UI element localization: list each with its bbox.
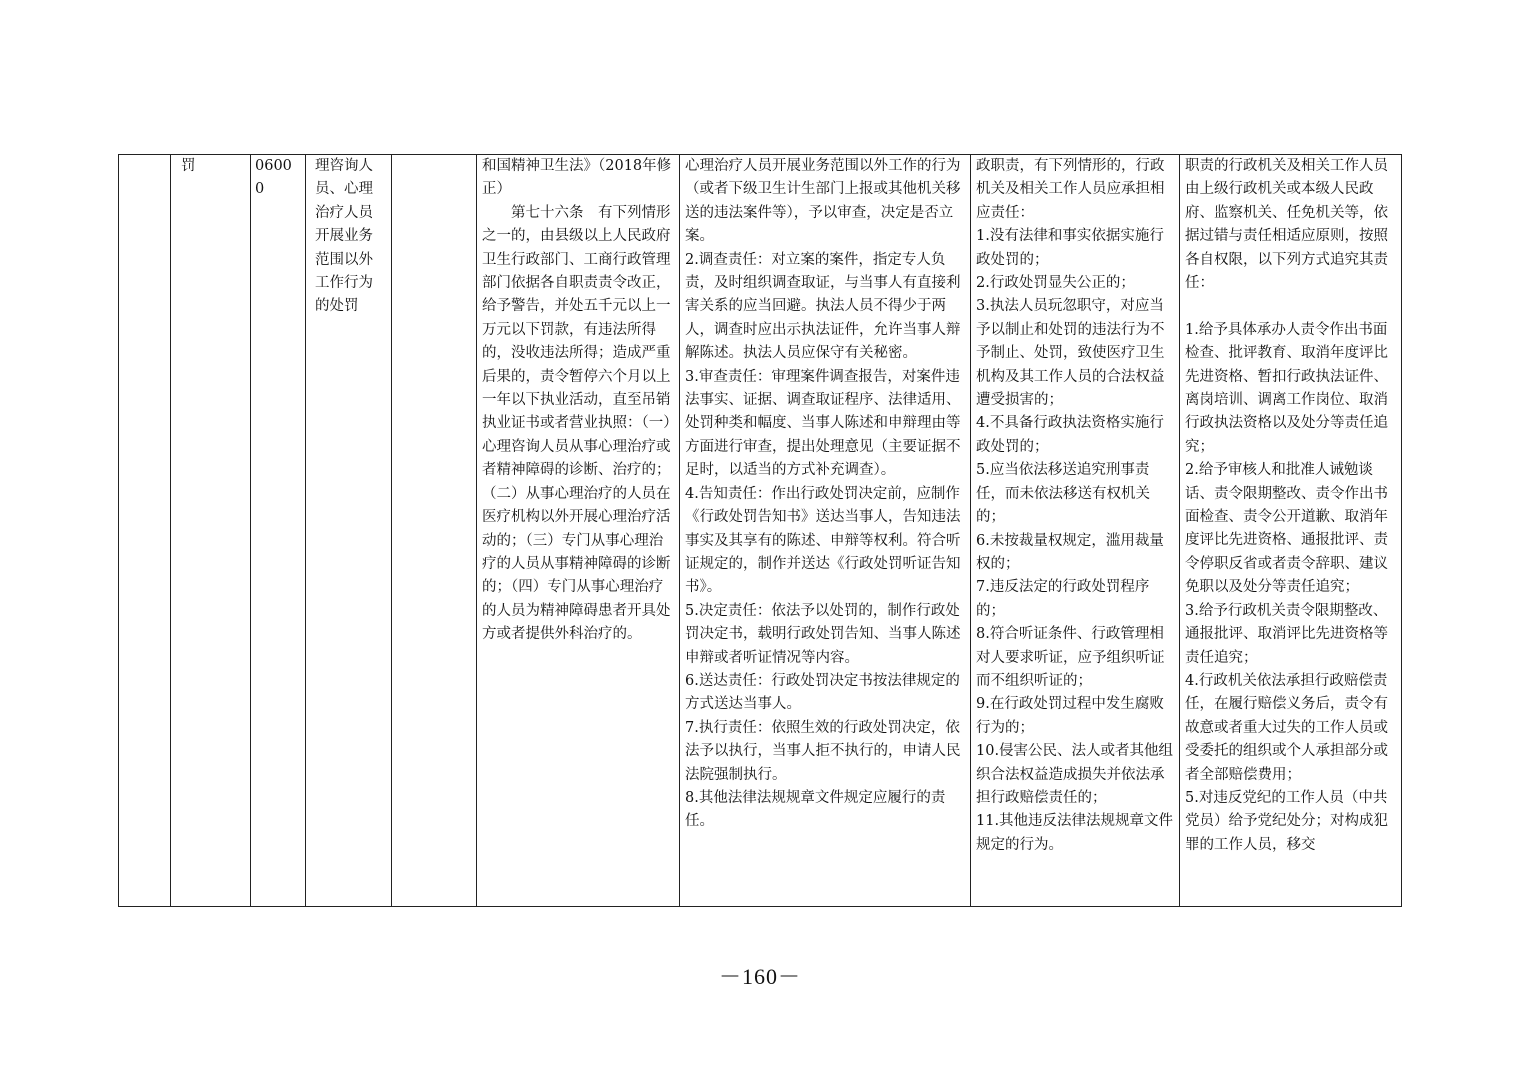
cell-liability-cases	[971, 155, 1180, 907]
liability-item: 8.符合听证条件、行政管理相对人要求听证，应予组织听证而不组织听证的；	[976, 626, 1165, 689]
liability-item: 6.未按裁量权规定，滥用裁量权的；	[976, 532, 1164, 572]
item-name-text: 理咨询人员、心理治疗人员开展业务范围以外工作行为的处罚	[315, 158, 373, 315]
liability-item: 1.没有法律和事实依据实施行政处罚的；	[976, 228, 1164, 268]
responsibility-item: 2.调查责任：对立案的案件，指定专人负责，及时组织调查取证，与当事人有直接利害关系的应当回避。执法人员不得少于两人，调查时应出示执法证件，允许当事人辩解陈述。执法人员应保守有关秘密。	[685, 251, 961, 362]
cell-category	[171, 155, 251, 907]
accountability-item: 3.给予行政机关责令限期整改、通报批评、取消评比先进资格等责任追究；	[1185, 602, 1388, 666]
accountability-item: 4.行政机关依法承担行政赔偿责任，在履行赔偿义务后，责令有故意或者重大过失的工作人员或受委托的组织或个人承担部分或者全部赔偿费用；	[1185, 672, 1388, 783]
legal-basis-article: 第七十六条 有下列情形之一的，由县级以上人民政府卫生行政部门、工商行政管理部门依据各自职责责令改正，给予警告，并处五千元以上一万元以下罚款，有违法所得的，没收违法所得；造成严重后果的，责令暂停六个月以上一年以下执业活动，直至吊销执业证书或者营业执照：（一）心理咨询人员从事心理治疗或者精神障碍的诊断、治疗的；（二）从事心理治疗的人员在医疗机构以外开展心理治疗活动的；（三）专门从事心理治疗的人员从事精神障碍的诊断的；（四）专门从事心理治疗的人员为精神障碍患者开具处方或者提供外科治疗的。	[482, 204, 671, 643]
responsibility-item: 7.执行责任：依照生效的行政处罚决定，依法予以执行，当事人拒不执行的，申请人民法院强制执行。	[685, 719, 961, 783]
liability-item: 3.执法人员玩忽职守，对应当予以制止和处罚的违法行为不予制止、处罚，致使医疗卫生机构及其工作人员的合法权益遭受损害的；	[976, 298, 1165, 409]
responsibility-table	[118, 154, 1402, 907]
page-number: －160－	[718, 964, 801, 989]
legal-basis-line: 和国精神卫生法》（2018年修正）	[482, 158, 672, 198]
responsibility-item: 心理治疗人员开展业务范围以外工作的行为（或者下级卫生计生部门上报或其他机关移送的违法案件等），予以审查，决定是否立案。	[685, 158, 961, 245]
cell-item-name	[306, 155, 392, 907]
accountability-item: 1.给予具体承办人责令作出书面检查、批评教育、取消年度评比先进资格、暂扣行政执法证件、离岗培训、调离工作岗位、取消行政执法资格以及处分等责任追究；	[1185, 321, 1388, 455]
liability-item: 政职责，有下列情形的，行政机关及相关工作人员应承担相应责任：	[976, 158, 1165, 221]
blank-line	[1185, 295, 1396, 318]
accountability-item: 2.给予审核人和批准人诫勉谈话、责令限期整改、责令作出书面检查、责令公开道歉、取消年度评比先进资格、通报批评、责令停职反省或者责令辞职、建议免职以及处分等责任追究；	[1185, 462, 1388, 596]
cell-index	[119, 155, 171, 907]
cell-sub-item	[392, 155, 477, 907]
cell-legal-basis	[477, 155, 680, 907]
code-text: 06000	[255, 158, 292, 198]
liability-item: 4.不具备行政执法资格实施行政处罚的；	[976, 415, 1164, 455]
table-row	[119, 155, 1402, 907]
category-text: 罚	[181, 158, 196, 174]
accountability-intro: 职责的行政机关及相关工作人员由上级行政机关或本级人民政府、监察机关、任免机关等，依据过错与责任相适应原则，按照各自权限，以下列方式追究其责任：	[1185, 158, 1388, 292]
liability-item: 9.在行政处罚过程中发生腐败行为的；	[976, 696, 1164, 736]
cell-accountability	[1180, 155, 1402, 907]
liability-item: 5.应当依法移送追究刑事责任，而未依法移送有权机关的；	[976, 462, 1150, 526]
cell-responsibilities	[680, 155, 971, 907]
responsibility-item: 4.告知责任：作出行政处罚决定前，应制作《行政处罚告知书》送达当事人，告知违法事实及其享有的陈述、申辩等权利。符合听证规定的，制作并送达《行政处罚听证告知书》。	[685, 485, 961, 596]
cell-code	[251, 155, 306, 907]
responsibility-item: 8.其他法律法规规章文件规定应履行的责任。	[685, 789, 946, 830]
responsibility-item: 6.送达责任：行政处罚决定书按法律规定的方式送达当事人。	[685, 672, 960, 713]
liability-item: 2.行政处罚显失公正的；	[976, 275, 1135, 292]
liability-item: 11.其他违反法律法规规章文件规定的行为。	[976, 813, 1174, 853]
accountability-item: 5.对违反党纪的工作人员（中共党员）给予党纪处分；对构成犯罪的工作人员，移交	[1185, 789, 1388, 853]
liability-item: 7.违反法定的行政处罚程序的；	[976, 579, 1150, 619]
responsibility-item: 3.审查责任：审理案件调查报告，对案件违法事实、证据、调查取证程序、法律适用、处罚种类和幅度、当事人陈述和申辩理由等方面进行审查，提出处理意见（主要证据不足时，以适当的方式补充调查）。	[685, 368, 961, 479]
responsibility-item: 5.决定责任：依法予以处罚的，制作行政处罚决定书，载明行政处罚告知、当事人陈述申辩或者听证情况等内容。	[685, 602, 961, 666]
liability-item: 10.侵害公民、法人或者其他组织合法权益造成损失并依法承担行政赔偿责任的；	[976, 743, 1174, 806]
